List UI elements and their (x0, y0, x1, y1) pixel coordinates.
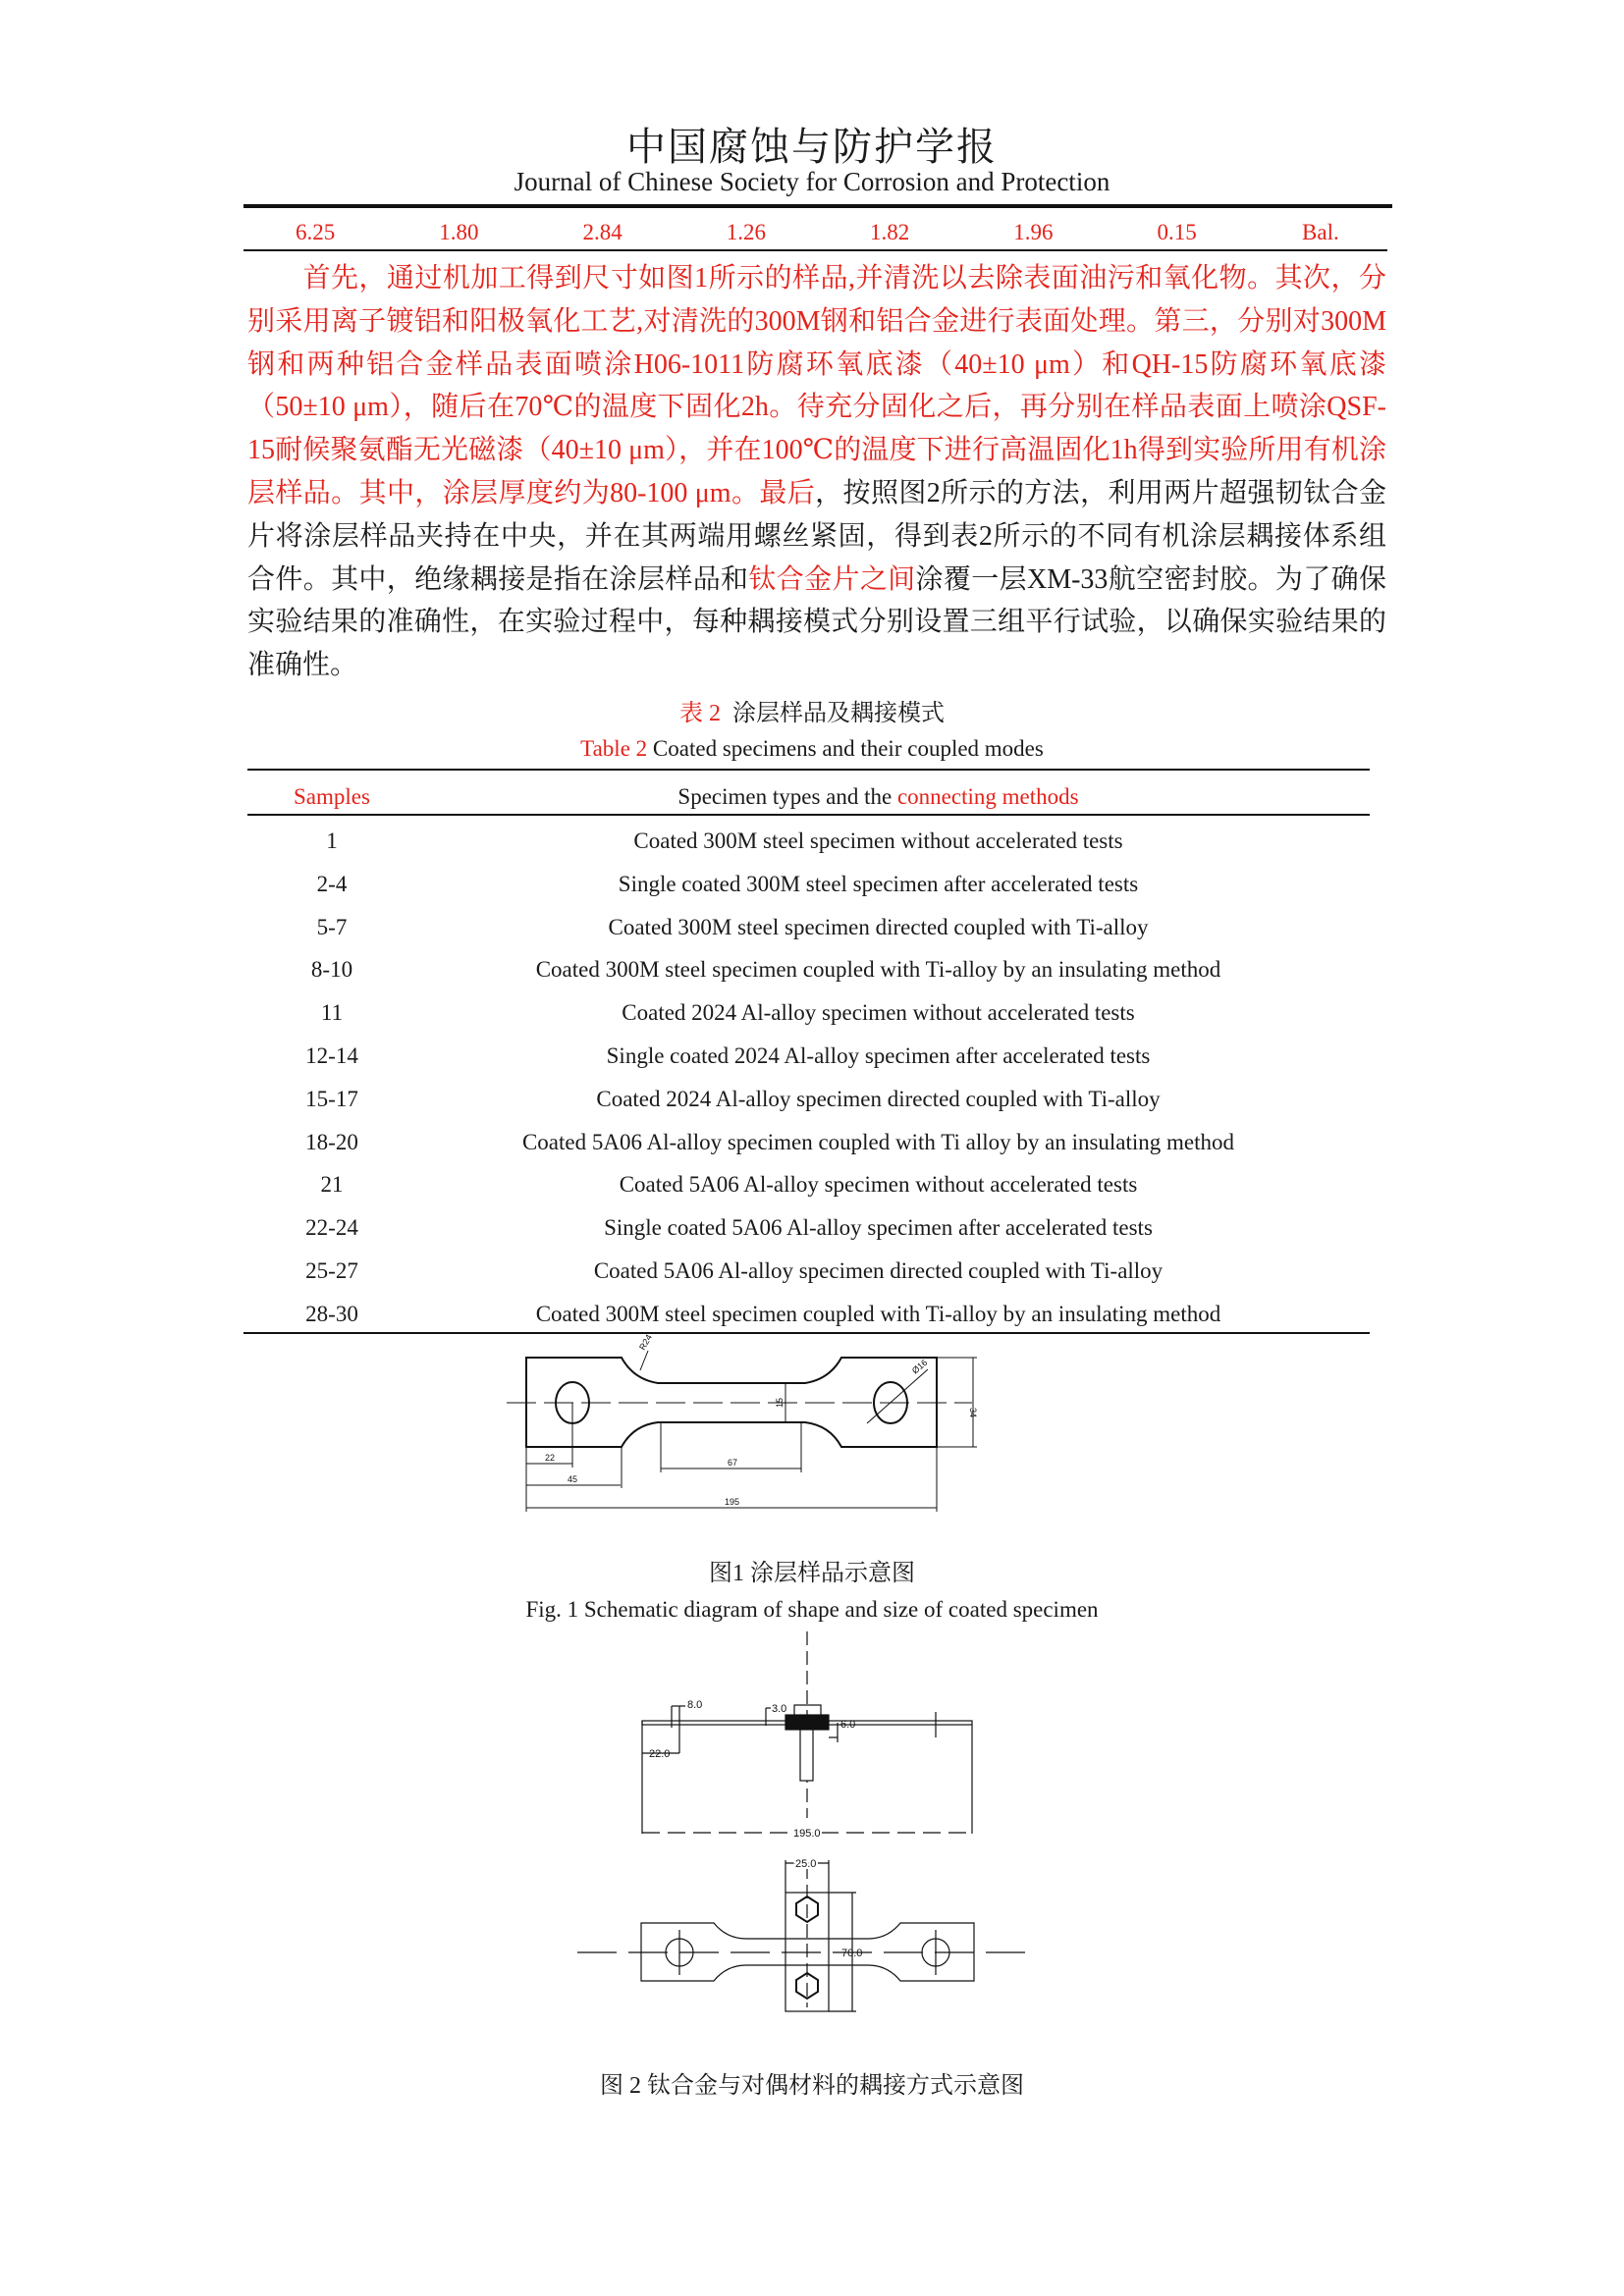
description-cell: Single coated 300M steel specimen after accelerated tests (618, 871, 1139, 896)
dim-34: 34 (968, 1408, 978, 1418)
table-cell: 1.96 (1013, 220, 1054, 244)
caption-number: Table 2 (580, 736, 648, 761)
dim-15: 15 (775, 1397, 785, 1408)
journal-title-cn: 中国腐蚀与防护学报 (626, 125, 998, 170)
sample-cell: 2-4 (316, 871, 348, 896)
dim-3: 3.0 (772, 1703, 787, 1715)
dim-67: 67 (728, 1458, 738, 1468)
table-cell: 6.25 (296, 220, 336, 244)
dim-22: 22 (545, 1453, 556, 1463)
description-cell: Coated 300M steel specimen coupled with Ti-alloy by an insulating method (535, 957, 1221, 983)
description-cell: Coated 5A06 Al-alloy specimen without accelerated tests (619, 1172, 1138, 1198)
header-samples: Samples (294, 784, 370, 809)
fig1-caption-en: Fig. 1 Schematic diagram of shape and size of coated specimen (525, 1597, 1099, 1622)
sample-cell: 12-14 (305, 1043, 358, 1068)
caption-text: 涂层样品及耦接模式 (732, 701, 945, 726)
header-desc-text: Specimen types and the (677, 784, 897, 809)
dim-d16: Ø16 (909, 1357, 930, 1376)
description-cell: Coated 300M steel specimen directed coupled with Ti-alloy (608, 914, 1149, 939)
description-cell: Coated 5A06 Al-alloy specimen coupled with Ti alloy by an insulating method (521, 1129, 1235, 1154)
header-desc-red: connecting methods (896, 784, 1079, 809)
table-cell: 1.26 (726, 220, 766, 244)
para-red-1: 首先，通过机加工得到尺寸如图1所示的样品,并清洗以去除表面油污和氧化物。其次，分别采用离子镀铝和阳极氧化工艺,对清洗的300M钢和铝合金进行表面处理。第三，分别对300M钢和两种铝合金样品表面喷涂H06-1011防腐环氧底漆（40±10 μm）和QH-15防腐环氧底漆（50±10 μm），随后在70℃的温度下固化2h。待充分固化之后，再分别在样品表面上喷涂QSF-15耐候聚氨酯无光磁漆（40±10 μm），并在100℃的温度下进行高温固化1h得到实验所用有机涂层样品。其中，涂层厚度约为80-100 μm。最后 (247, 263, 1386, 508)
fig1-caption-cn: 图1 涂层样品示意图 (709, 1561, 915, 1586)
caption-number: 表 2 (679, 701, 721, 726)
description-cell: Coated 2024 Al-alloy specimen without accelerated tests (622, 1000, 1135, 1026)
table-cell: 1.80 (439, 220, 479, 244)
sample-cell: 5-7 (316, 914, 348, 939)
table-cell: Bal. (1302, 220, 1339, 244)
sample-cell: 11 (320, 1000, 344, 1026)
sample-cell: 1 (326, 828, 338, 853)
sample-cell: 28-30 (305, 1301, 358, 1326)
sample-cell: 8-10 (310, 957, 353, 983)
fig2-drawing (577, 1631, 1033, 2011)
table-cell: 2.84 (582, 220, 623, 244)
fig2-caption: 图 2 钛合金与对偶材料的耦接方式示意图 (600, 2073, 1024, 2099)
table-cell: 0.15 (1157, 220, 1197, 244)
sample-cell: 18-20 (305, 1129, 358, 1154)
dim-45: 45 (568, 1474, 578, 1484)
dim-70: 70.0 (841, 1948, 863, 1959)
description-cell: Single coated 2024 Al-alloy specimen after accelerated tests (606, 1043, 1151, 1068)
para-black-1: ，按照图2所示的方法，利用两片超强韧钛合金片将涂层样品夹持在中央，并在其两端用螺丝紧固，得到表2所示的不同有机涂层耦接体系组合件。其中，绝缘耦接是指在涂层样品和 (247, 477, 1386, 595)
sample-cell: 15-17 (305, 1086, 358, 1111)
sample-cell: 25-27 (305, 1258, 358, 1283)
dim-r24: R24 (637, 1332, 654, 1352)
description-cell: Coated 300M steel specimen without accelerated tests (633, 828, 1123, 853)
description-cell: Coated 5A06 Al-alloy specimen directed coupled with Ti-alloy (593, 1258, 1164, 1283)
dim-195: 195 (725, 1497, 740, 1507)
journal-title-en: Journal of Chinese Society for Corrosion and Protection (514, 167, 1110, 196)
sample-cell: 22-24 (305, 1215, 358, 1241)
fig1-drawing (507, 1351, 977, 1512)
para-red-2: 钛合金片之间 (748, 563, 916, 595)
sample-cell: 21 (320, 1172, 344, 1198)
description-cell: Coated 300M steel specimen coupled with Ti-alloy by an insulating method (535, 1301, 1221, 1326)
description-cell: Single coated 5A06 Al-alloy specimen after accelerated tests (604, 1215, 1153, 1241)
description-cell: Coated 2024 Al-alloy specimen directed coupled with Ti-alloy (596, 1086, 1161, 1111)
washer (785, 1715, 829, 1730)
bolt-shank (800, 1730, 813, 1781)
dim-22: 22.0 (649, 1748, 671, 1760)
dim-6: 6.0 (840, 1719, 856, 1731)
dim-195: 195.0 (793, 1828, 821, 1840)
para-black-2: 涂覆一层XM-33航空密封胶。为了确保实验结果的准确性，在实验过程中，每种耦接模式分别设置三组平行试验，以确保实验结果的准确性。 (247, 563, 1386, 681)
table-cell: 1.82 (870, 220, 910, 244)
caption-text: Coated specimens and their coupled modes (652, 736, 1044, 761)
dim-8: 8.0 (687, 1699, 703, 1711)
dim-25: 25.0 (795, 1858, 817, 1870)
